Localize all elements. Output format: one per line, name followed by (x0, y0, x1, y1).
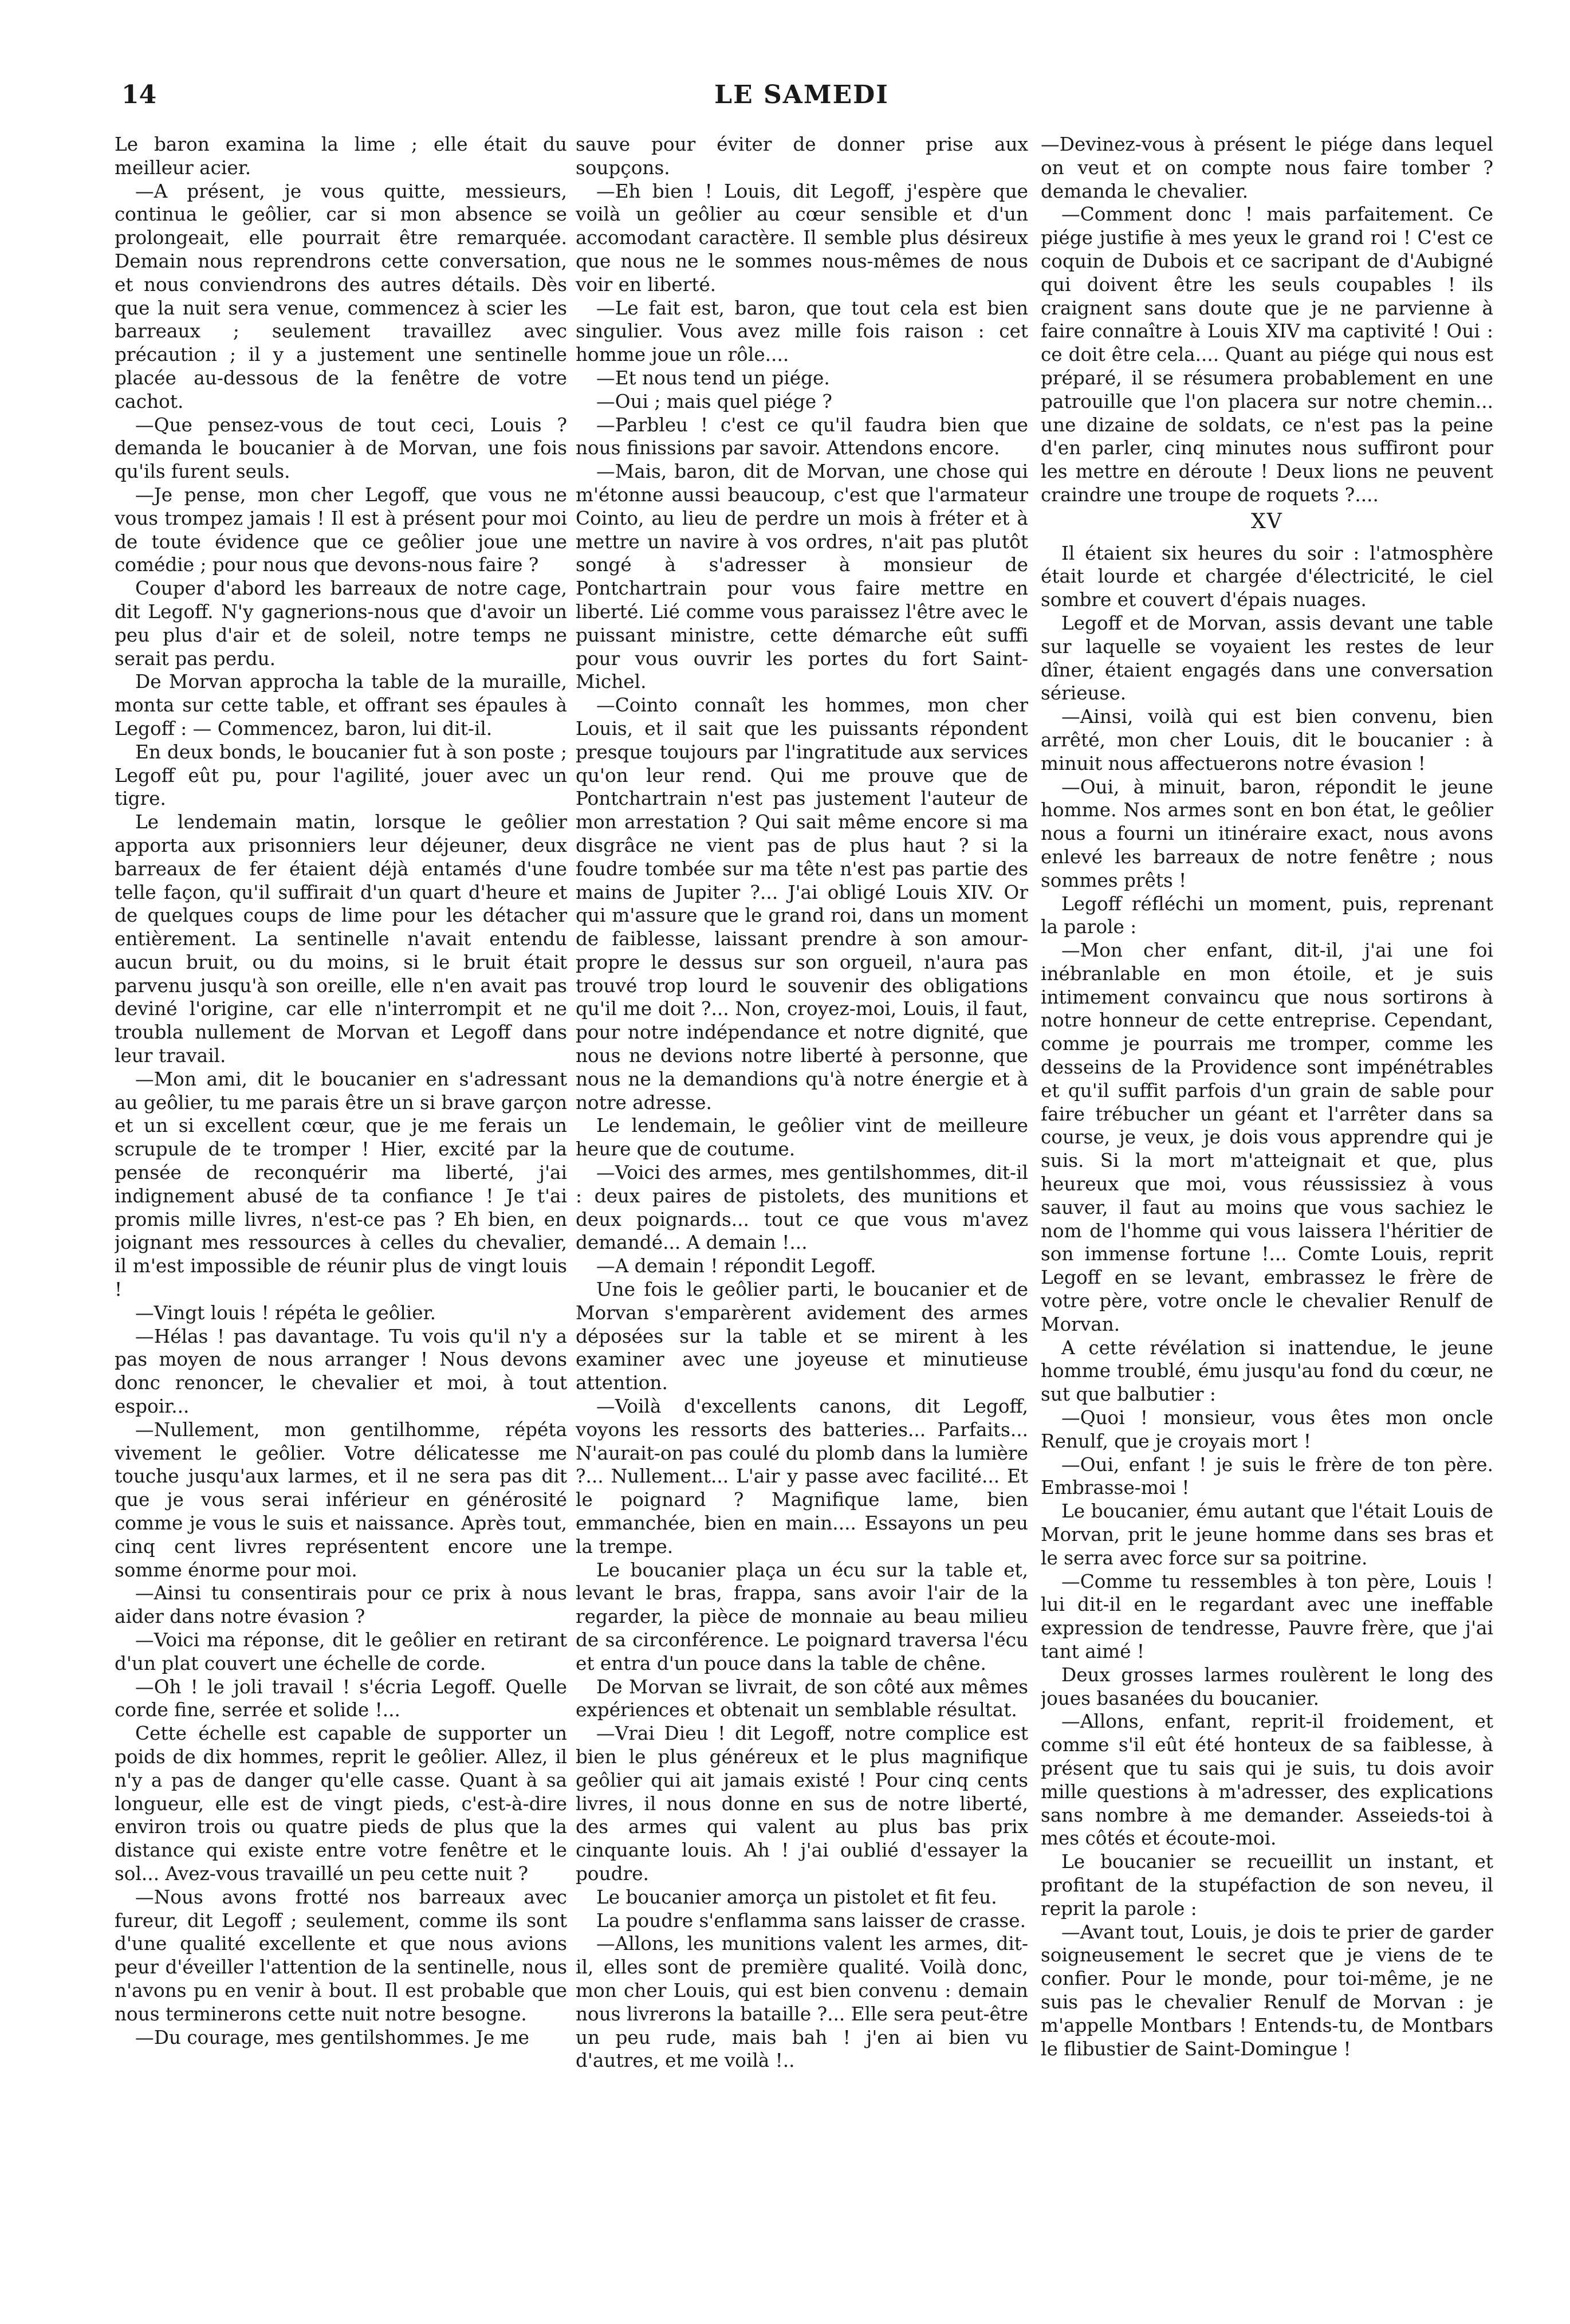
paragraph: —Oui, à minuit, baron, répondit le jeune homme. Nos armes sont en bon état, le geôlier nous a fourni un itinéraire exact, nous avons enlevé les barreaux de notre fenêtre ; nous sommes prêts ! (1041, 776, 1493, 891)
paragraph: —Avant tout, Louis, je dois te prier de garder soigneusement le secret que je viens de te confier. Pour le monde, pour toi-même, je ne suis pas le chevalier Renulf de Morvan : je m'appelle Montbars ! Entends-tu, de Montbars le flibustier de Saint-Domingue ! (1041, 1921, 1493, 2060)
paragraph: —Allons, enfant, reprit-il froidement, et comme s'il eût été honteux de sa faiblesse, à présent que tu sais qui je suis, tu dois avoir mille questions à m'adresser, des explications sans nombre à me demander. Asseieds-toi à mes côtés et écoute-moi. (1041, 1710, 1493, 1850)
paragraph: Le boucanier se recueillit un instant, et profitant de la stupéfaction de son neveu, il reprit la parole : (1041, 1851, 1493, 1920)
paragraph: —Oh ! le joli travail ! s'écria Legoff. Quelle corde fine, serrée et solide !... (115, 1676, 567, 1721)
chapter-heading: XV (1251, 509, 1283, 533)
paragraph: —Ainsi tu consentirais pour ce prix à nous aider dans notre évasion ? (115, 1582, 567, 1628)
paragraph: —Mon ami, dit le boucanier en s'adressant au geôlier, tu me parais être un si brave garçon et un si excellent cœur, que je me ferais un scrupule de te tromper ! Hier, excité par la pensée de reconquérir ma liberté, j'ai indignement abusé de ta confiance ! Je t'ai promis mille livres, n'est-ce pas ? Eh bien, en joignant mes ressources à celles du chevalier, il m'est impossible de réunir plus de vingt louis ! (115, 1068, 567, 1301)
paragraph: —Parbleu ! c'est ce qu'il faudra bien que nous finissions par savoir. Attendons encore. (576, 414, 1028, 459)
paragraph: Le boucanier plaça un écu sur la table et, levant le bras, frappa, sans avoir l'air de la regarder, la pièce de monnaie au beau milieu de sa circonférence. Le poignard traversa l'écu et entra d'un pouce dans la table de chêne. (576, 1559, 1028, 1674)
paragraph: Le baron examina la lime ; elle était du meilleur acier. (115, 133, 567, 179)
paragraph: —Allons, les munitions valent les armes, dit-il, elles sont de première qualité. Voilà donc, mon cher Louis, qui est bien convenu : demain nous livrerons la bataille ?... Elle sera peut-être un peu rude, mais bah ! j'en ai bien vu d'autres, et me voilà !.. (576, 1933, 1028, 2072)
paragraph: —Mais, baron, dit de Morvan, une chose qui m'étonne aussi beaucoup, c'est que l'armateur Cointo, au lieu de perdre un mois à fréter et à mettre un navire à vos ordres, n'ait pas plutôt songé à s'adresser à monsieur de Pontchartrain pour vous faire mettre en liberté. Lié comme vous paraissez l'être avec le puissant ministre, cette démarche eût suffi pour vous ouvrir les portes du fort Saint-Michel. (576, 461, 1028, 693)
paragraph: —Je pense, mon cher Legoff, que vous ne vous trompez jamais ! Il est à présent pour moi de toute évidence que ce geôlier joue une comédie ; pour nous que devons-nous faire ? (115, 483, 567, 576)
paragraph: La poudre s'enflamma sans laisser de crasse. (596, 1909, 1026, 1932)
paragraph: Cette échelle est capable de supporter un poids de dix hommes, reprit le geôlier. Allez, il n'y a pas de danger qu'elle casse. Quant à sa longueur, elle est de vingt pieds, c'est-à-dire environ trois ou quatre pieds de plus que la distance qui existe entre votre fenêtre et le sol... Avez-vous travaillé un peu cette nuit ? (115, 1723, 567, 1885)
paragraph: De Morvan se livrait, de son côté aux mêmes expériences et obtenait un semblable résultat. (576, 1676, 1028, 1721)
paragraph: —Le fait est, baron, que tout cela est bien singulier. Vous avez mille fois raison : cet homme joue un rôle.... (576, 297, 1028, 366)
paragraph: Le boucanier, ému autant que l'était Louis de Morvan, prit le jeune homme dans ses bras et le serra avec force sur sa poitrine. (1041, 1500, 1493, 1569)
text-column-2 (576, 133, 1028, 2275)
paragraph: —Comme tu ressembles à ton père, Louis ! lui dit-il en le regardant avec une ineffable expression de tendresse, Pauvre frère, que j'ai tant aimé ! (1041, 1570, 1493, 1662)
paragraph: —A présent, je vous quitte, messieurs, continua le geôlier, car si mon absence se prolongeait, elle pourrait être remarquée. Demain nous reprendrons cette conversation, et nous conviendrons des autres détails. Dès que la nuit sera venue, commencez à scier les barreaux ; seulement travaillez avec précaution ; il y a justement une sentinelle placée au-dessous de la fenêtre de votre cachot. (115, 180, 567, 412)
paragraph: En deux bonds, le boucanier fut à son poste ; Legoff eût pu, pour l'agilité, jouer avec un tigre. (115, 741, 567, 810)
page-header (121, 80, 1482, 120)
text-column-3 (1041, 133, 1493, 2275)
paragraph: —Eh bien ! Louis, dit Legoff, j'espère que voilà un geôlier au cœur sensible et d'un accomodant caractère. Il semble plus désireux que nous ne le sommes nous-mêmes de nous voir en liberté. (576, 180, 1028, 296)
paragraph: —Cointo connaît les hommes, mon cher Louis, et il sait que les puissants répondent presque toujours par l'ingratitude aux services qu'on leur rend. Qui me prouve que de Pontchartrain n'est pas justement l'auteur de mon arrestation ? Qui sait même encore si ma disgrâce ne vient pas de plus haut ? si la foudre tombée sur ma tête n'est pas partie des mains de Jupiter ?... J'ai obligé Louis XIV. Or qui m'assure que le grand roi, dans un moment de faiblesse, laissant prendre à son amour-propre le dessus sur son orgueil, n'aura pas trouvé trop lourd le souvenir des obligations qu'il me doit ?... Non, croyez-moi, Louis, il faut, pour notre indépendance et notre dignité, que nous ne devions notre liberté à personne, que nous ne la demandions qu'à notre énergie et à notre adresse. (576, 694, 1028, 1114)
paragraph: —Nous avons frotté nos barreaux avec fureur, dit Legoff ; seulement, comme ils sont d'une qualité excellente et que nous avions peur d'éveiller l'attention de la sentinelle, nous n'avons pu en venir à bout. Il est probable que nous terminerons cette nuit notre besogne. (115, 1886, 567, 2025)
paragraph: A cette révélation si inattendue, le jeune homme troublé, ému jusqu'au fond du cœur, ne sut que balbutier : (1041, 1336, 1493, 1406)
paragraph: Legoff réfléchi un moment, puis, reprenant la parole : (1041, 892, 1493, 938)
paragraph: Deux grosses larmes roulèrent le long des joues basanées du boucanier. (1041, 1664, 1493, 1709)
paragraph: —Du courage, mes gentilshommes. Je me (135, 2026, 529, 2048)
paragraph: De Morvan approcha la table de la muraille, monta sur cette table, et offrant ses épaules à Legoff : — Commencez, baron, lui dit-il. (115, 671, 567, 740)
paragraph: —Voici ma réponse, dit le geôlier en retirant d'un plat couvert une échelle de corde. (115, 1629, 567, 1674)
paragraph: —Quoi ! monsieur, vous êtes mon oncle Renulf, que je croyais mort ! (1041, 1407, 1493, 1452)
paragraph: Il étaient six heures du soir : l'atmosphère était lourde et chargée d'électricité, le ciel sombre et couvert d'épais nuages. (1041, 542, 1493, 611)
paragraph: Legoff et de Morvan, assis devant une table sur laquelle se voyaient les restes de leur dîner, étaient engagés dans une conversation sérieuse. (1041, 612, 1493, 705)
paragraph: —Vingt louis ! répéta le geôlier. (135, 1301, 436, 1324)
paragraph: Couper d'abord les barreaux de notre cage, dit Legoff. N'y gagnerions-nous que d'avoir un peu plus d'air et de soleil, notre temps ne serait pas perdu. (115, 577, 567, 670)
paragraph: —Oui ; mais quel piége ? (596, 390, 832, 412)
paragraph: —A demain ! répondit Legoff. (596, 1255, 876, 1277)
paragraph: —Devinez-vous à présent le piége dans lequel on veut et on compte nous faire tomber ? demanda le chevalier. (1041, 133, 1493, 202)
paragraph: sauve pour éviter de donner prise aux soupçons. (576, 133, 1028, 179)
paragraph: Le lendemain matin, lorsque le geôlier apporta aux prisonniers leur déjeuner, deux barreaux de fer étaient déjà entamés d'une telle façon, qu'il suffirait d'un quart d'heure et de quelques coups de lime pour les détacher entièrement. La sentinelle n'avait entendu aucun bruit, ou du moins, si le bruit était parvenu jusqu'à son oreille, elle n'en avait pas deviné l'origine, car elle n'interrompit et ne troubla nullement de Morvan et Legoff dans leur travail. (115, 811, 567, 1067)
page-number: 14 (121, 80, 157, 109)
paragraph: Une fois le geôlier parti, le boucanier et de Morvan s'emparèrent avidement des armes déposées sur la table et se mirent à les examiner avec une joyeuse et minutieuse attention. (576, 1279, 1028, 1394)
running-title: LE SAMEDI (714, 80, 889, 109)
paragraph: —Que pensez-vous de tout ceci, Louis ? demanda le boucanier à de Morvan, une fois qu'ils furent seuls. (115, 414, 567, 483)
text-column-1 (115, 133, 567, 2275)
paragraph: —Nullement, mon gentilhomme, répéta vivement le geôlier. Votre délicatesse me touche jusqu'aux larmes, et il ne sera pas dit que je vous serai inférieur en générosité comme je vous le suis et naissance. Après tout, cinq cent livres représentent encore une somme énorme pour moi. (115, 1418, 567, 1581)
paragraph: —Et nous tend un piége. (596, 367, 830, 389)
paragraph: —Mon cher enfant, dit-il, j'ai une foi inébranlable en mon étoile, et je suis intimement convaincu que nous sortirons à notre honneur de cette entreprise. Cependant, comme je pourrais me tromper, comme les desseins de la Providence sont impénétrables et qu'il suffit parfois d'un grain de sable pour faire trébucher un géant et l'arrêter dans sa course, je veux, je dois vous apprendre qui je suis. Si la mort m'atteignait et que, plus heureux que moi, vous réussissiez à vous sauver, il faut au moins que vous sachiez le nom de l'homme qui vous laissera l'héritier de son immense fortune !... Comte Louis, reprit Legoff en se levant, embrassez le frère de votre père, votre oncle le chevalier Renulf de Morvan. (1041, 939, 1493, 1335)
paragraph: —Hélas ! pas davantage. Tu vois qu'il n'y a pas moyen de nous arranger ! Nous devons donc renoncer, le chevalier et moi, à tout espoir... (115, 1325, 567, 1418)
paragraph: Le boucanier amorça un pistolet et fit feu. (596, 1886, 997, 1908)
paragraph: —Vrai Dieu ! dit Legoff, notre complice est bien le plus généreux et le plus magnifique geôlier qui ait jamais existé ! Pour cinq cents livres, il nous donne en sus de notre liberté, des armes qui valent au plus bas prix cinquante louis. Ah ! j'ai oublié d'essayer la poudre. (576, 1723, 1028, 1885)
paragraph: —Comment donc ! mais parfaitement. Ce piége justifie à mes yeux le grand roi ! C'est ce coquin de Dubois et ce sacripant de d'Aubigné qui doivent être les seuls coupables ! ils craignent sans doute que je ne parvienne à faire connaître à Louis XIV ma captivité ! Oui : ce doit être cela.... Quant au piége qui nous est préparé, il se résumera probablement en une patrouille que l'on placera sur notre chemin... une dizaine de soldats, ce n'est pas la peine d'en parler, cinq minutes nous suffiront pour les mettre en déroute ! Deux lions ne peuvent craindre une troupe de roquets ?.... (1041, 203, 1493, 506)
paragraph: Le lendemain, le geôlier vint de meilleure heure que de coutume. (576, 1115, 1028, 1161)
paragraph: —Voilà d'excellents canons, dit Legoff, voyons les ressorts des batteries... Parfaits... N'aurait-on pas coulé du plomb dans la lumière ?... Nullement... L'air y passe avec facilité... Et le poignard ? Magnifique lame, bien emmanchée, bien en main.... Essayons un peu la trempe. (576, 1395, 1028, 1558)
paragraph: —Ainsi, voilà qui est bien convenu, bien arrêté, mon cher Louis, dit le boucanier : à minuit nous affectuerons notre évasion ! (1041, 706, 1493, 774)
paragraph: —Oui, enfant ! je suis le frère de ton père. Embrasse-moi ! (1041, 1453, 1493, 1499)
paragraph: —Voici des armes, mes gentilshommes, dit-il : deux paires de pistolets, des munitions et deux poignards... tout ce que vous m'avez demandé... A demain !... (576, 1162, 1028, 1254)
